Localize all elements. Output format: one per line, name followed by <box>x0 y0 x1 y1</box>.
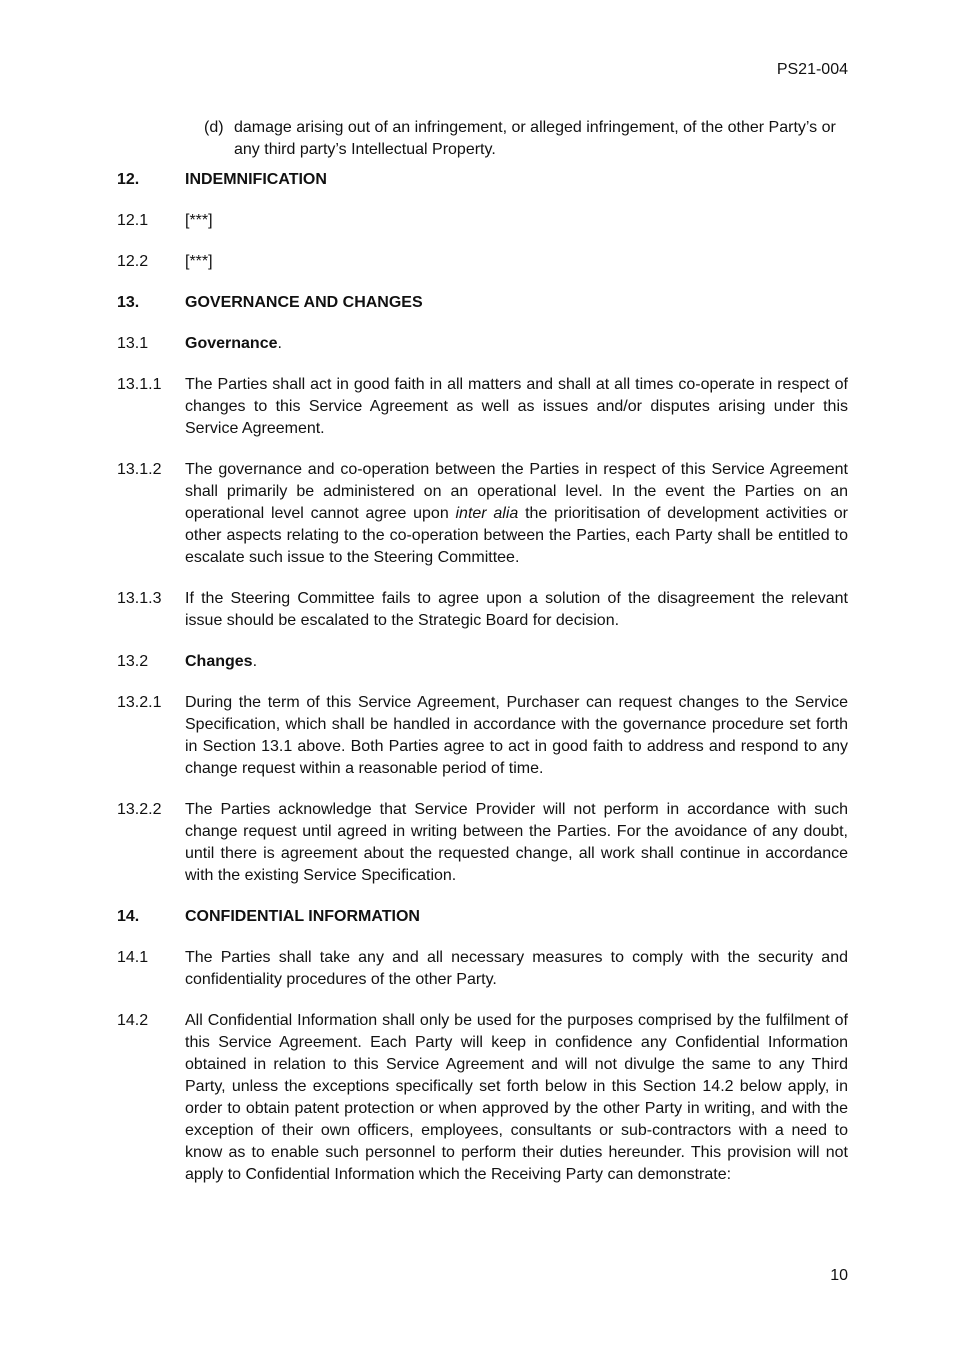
clause-text: The Parties shall take any and all necessary measures to comply with the security and confidentiality procedures of the other Party. <box>185 949 848 988</box>
clause-number: 12.2 <box>117 253 149 270</box>
clause-number: 13.1.3 <box>117 590 162 607</box>
clause-number: 13.1.1 <box>117 376 162 393</box>
clause-14-1 <box>117 947 848 991</box>
clause-title <box>185 333 848 355</box>
clause-14-2 <box>117 1010 848 1186</box>
clause-number: 12.1 <box>117 212 149 229</box>
document-body <box>117 117 848 1186</box>
clause-number: 13.1.2 <box>117 461 162 478</box>
clause-12-1 <box>117 210 848 232</box>
section-13-heading <box>117 292 848 314</box>
clause-title-period: . <box>252 653 258 670</box>
clause-13-1-3 <box>117 588 848 632</box>
clause-label: (d) <box>204 119 224 136</box>
clause-title-period: . <box>277 335 282 352</box>
section-title: GOVERNANCE AND CHANGES <box>185 294 423 311</box>
clause-13-2 <box>117 651 848 673</box>
clause-13-1 <box>117 333 848 355</box>
clause-text <box>185 459 848 569</box>
clause-number: 14.2 <box>117 1012 149 1029</box>
section-14-heading <box>117 906 848 928</box>
clause-text: All Confidential Information shall only be used for the purposes comprised by the fulfilment of this Service Agreement. Each Party will keep in confidence any Confidential Information obtained in relation to this Service Agreement and will not divulge the same to any Third Party, unless the exceptions specifically set forth below in this Section 14.2 below apply, in order to obtain patent protection or when approved by the other Party in writing, and with the exception of their own officers, employees, consultants or sub-contractors with a need to know as to enable such personnel to perform their duties hereunder. This provision will not apply to Confidential Information which the Receiving Party can demonstrate: <box>185 1012 848 1183</box>
clause-text: The Parties shall act in good faith in all matters and shall at all times co-operate in respect of changes to this Service Agreement as well as issues and/or disputes arising under this Service Agreement. <box>185 376 848 437</box>
clause-text-part-a: The governance and co-operation between the Parties in respect of this Service Agreement shall primarily be administered on an operational level. In the event the Parties on an operational level cannot agree upon <box>185 461 848 522</box>
clause-number: 13.2.1 <box>117 694 162 711</box>
clause-text: damage arising out of an infringement, or alleged infringement, of the other Party’s or any third party’s Intellectual Property. <box>234 119 836 158</box>
section-12-heading <box>117 169 848 191</box>
section-title: INDEMNIFICATION <box>185 171 327 188</box>
clause-text: The Parties acknowledge that Service Provider will not perform in accordance with such change request until agreed in writing between the Parties. For the avoidance of any doubt, until there is agreement about the requested change, all work shall continue in accordance with the existing Service Specification. <box>185 801 848 884</box>
clause-number: 14.1 <box>117 949 149 966</box>
clause-13-1-1 <box>117 374 848 440</box>
clause-text-part-b: the prioritisation of development activities or other aspects relating to the co-operation between the Parties, each Party shall be entitled to escalate such issue to the Steering Committee. <box>185 505 848 566</box>
clause-title <box>185 651 848 673</box>
page-number: 10 <box>830 1267 848 1284</box>
section-number: 12. <box>117 171 140 188</box>
section-number: 14. <box>117 908 140 925</box>
section-number: 13. <box>117 294 140 311</box>
document-reference: PS21-004 <box>776 61 848 78</box>
clause-text-italic: inter alia <box>455 505 519 522</box>
clause-12-2 <box>117 251 848 273</box>
clause-13-1-2 <box>117 459 848 569</box>
clause-text: During the term of this Service Agreement, Purchaser can request changes to the Service Specification, which shall be handled in accordance with the governance procedure set forth in Section 13.1 above. Both Parties agree to act in good faith to address and respond to any change request within a reasonable period of time. <box>185 694 848 777</box>
clause-title-bold: Changes <box>185 653 253 670</box>
section-title: CONFIDENTIAL INFORMATION <box>185 908 420 925</box>
clause-text: [***] <box>185 253 213 270</box>
clause-11-d <box>204 117 848 161</box>
clause-number: 13.2 <box>117 653 149 670</box>
clause-13-2-1 <box>117 692 848 780</box>
clause-13-2-2 <box>117 799 848 887</box>
clause-title-bold: Governance <box>185 335 278 352</box>
clause-text: [***] <box>185 212 213 229</box>
clause-number: 13.2.2 <box>117 801 162 818</box>
clause-text: If the Steering Committee fails to agree upon a solution of the disagreement the relevant issue should be escalated to the Strategic Board for decision. <box>185 590 848 629</box>
clause-number: 13.1 <box>117 335 149 352</box>
